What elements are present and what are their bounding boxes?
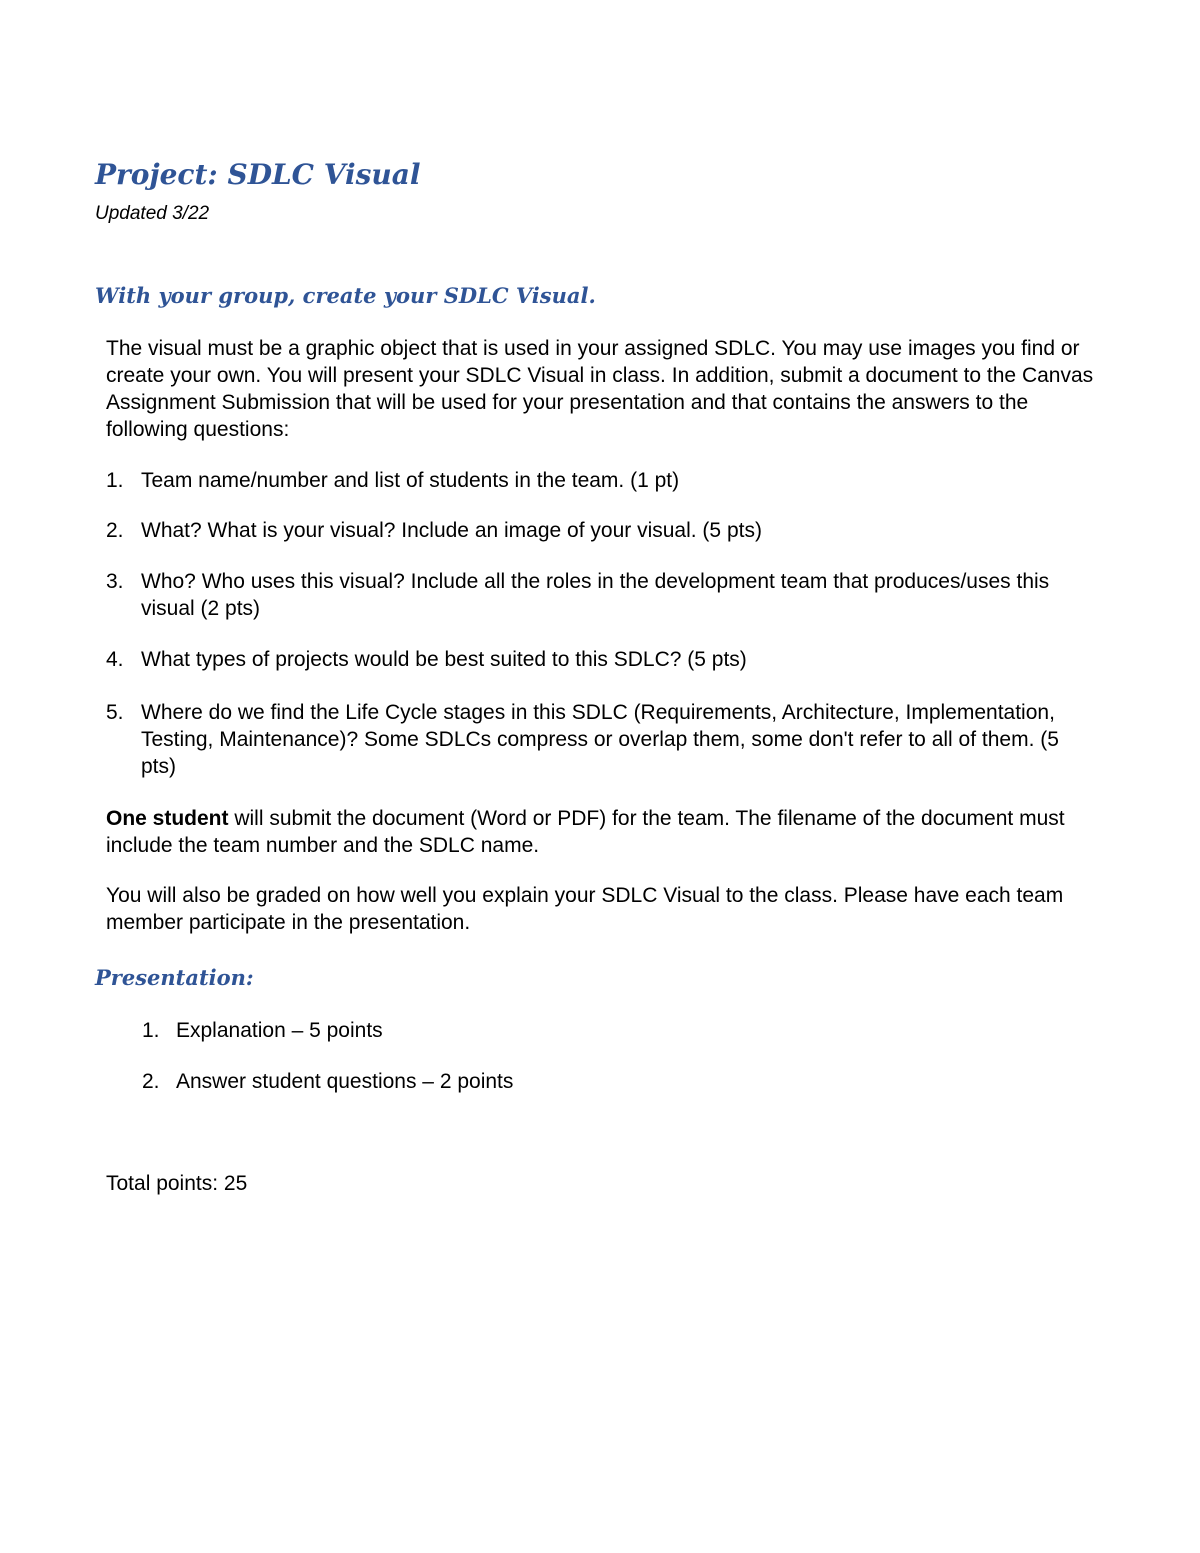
list-text: Answer student questions – 2 points xyxy=(176,1070,514,1093)
list-number: 1. xyxy=(106,469,124,492)
intro-paragraph: The visual must be a graphic object that is used in your assigned SDLC. You may use images you find or create your own. You will present your SDLC Visual in class. In addition, submit a document to the Canvas Assignment Submission that will be used for your presentation and that contains the answers to the following questions: xyxy=(106,337,1094,441)
list-number: 5. xyxy=(106,701,124,724)
list-text: Team name/number and list of students in the team. (1 pt) xyxy=(141,469,680,492)
page-title: Project: SDLC Visual xyxy=(95,158,421,191)
presentation-heading: Presentation: xyxy=(95,965,254,990)
list-number: 4. xyxy=(106,648,124,671)
submission-bold: One student xyxy=(106,807,229,830)
list-text: What types of projects would be best suited to this SDLC? (5 pts) xyxy=(141,648,747,671)
total-points: Total points: 25 xyxy=(106,1172,248,1195)
list-number: 3. xyxy=(106,570,124,593)
list-text: What? What is your visual? Include an image of your visual. (5 pts) xyxy=(141,519,762,542)
grading-paragraph: You will also be graded on how well you explain your SDLC Visual to the class. Please have each team member participate in the presentation. xyxy=(106,884,1064,934)
submission-paragraph xyxy=(106,805,1106,859)
list-text: Who? Who uses this visual? Include all the roles in the development team that produces/uses this visual (2 pts) xyxy=(141,570,1050,620)
list-text: Explanation – 5 points xyxy=(176,1019,383,1042)
list-text: Where do we find the Life Cycle stages in this SDLC (Requirements, Architecture, Implementation, Testing, Maintenance)? Some SDLCs compress or overlap them, some don't refer to all of them. (5 pts) xyxy=(141,701,1059,778)
updated-date: Updated 3/22 xyxy=(95,203,210,224)
intro-heading: With your group, create your SDLC Visual. xyxy=(95,283,596,308)
list-number: 2. xyxy=(106,519,124,542)
list-number: 1. xyxy=(142,1019,160,1042)
submission-text: will submit the document (Word or PDF) for the team. The filename of the document must include the team number and the SDLC name. xyxy=(106,807,1065,857)
list-number: 2. xyxy=(142,1070,160,1093)
